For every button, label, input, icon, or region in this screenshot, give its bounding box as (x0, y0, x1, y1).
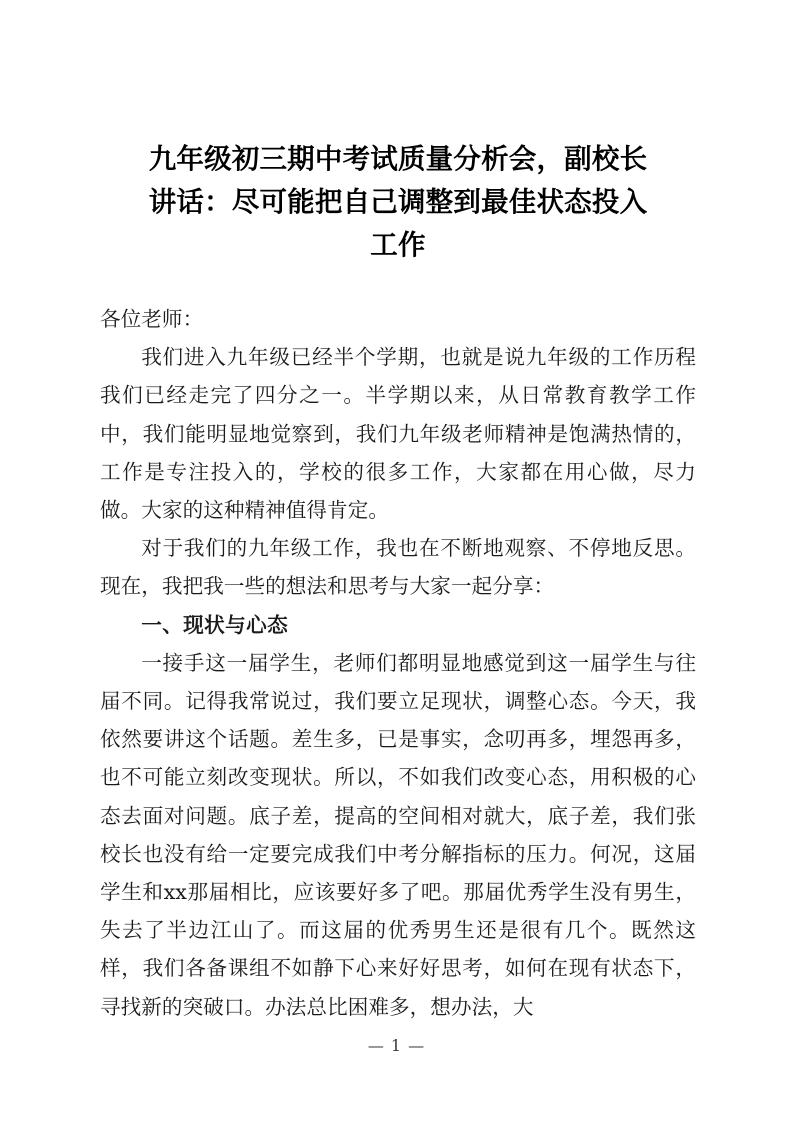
body-paragraph-1: 我们进入九年级已经半个学期，也就是说九年级的工作历程我们已经走完了四分之一。半学期以来，从日常教育教学工作中，我们能明显地觉察到，我们九年级老师精神是饱满热情的，工作是专注投入的，学校的很多工作，大家都在用心做，尽力做。大家的这种精神值得肯定。 (100, 345, 696, 523)
title-line-1: 九年级初三期中考试质量分析会，副校长 (148, 143, 648, 175)
page-number-footer: — 1 — (367, 1036, 426, 1055)
body-paragraph-2: 对于我们的九年级工作，我也在不断地观察、不停地反思。现在，我把我一些的想法和思考与大家一起分享： (100, 536, 696, 599)
title-line-2: 讲话：尽可能把自己调整到最佳状态投入 (148, 186, 648, 218)
section-paragraph-1: 一接手这一届学生，老师们都明显地感觉到这一届学生与往届不同。记得我常说过，我们要立足现状，调整心态。今天，我依然要讲这个话题。差生多，已是事实，念叨再多，埋怨再多，也不可能立刻改变现状。所以，不如我们改变心态，用积极的心态去面对问题。底子差，提高的空间相对就大，底子差，我们张校长也没有给一定要完成我们中考分解指标的压力。何况，这届学生和xx那届相比，应该要好多了吧。那届优秀学生没有男生，失去了半边江山了。而这届的优秀男生还是很有几个。既然这样，我们各备课组不如静下心来好好思考，如何在现有状态下，寻找新的突破口。办法总比困难多，想办法，大 (100, 650, 696, 1019)
salutation: 各位老师： (100, 307, 204, 331)
title-line-3: 工作 (370, 229, 426, 261)
document-body (100, 300, 696, 1026)
section-heading-1: 一、现状与心态 (141, 612, 289, 637)
page-title (100, 138, 696, 267)
